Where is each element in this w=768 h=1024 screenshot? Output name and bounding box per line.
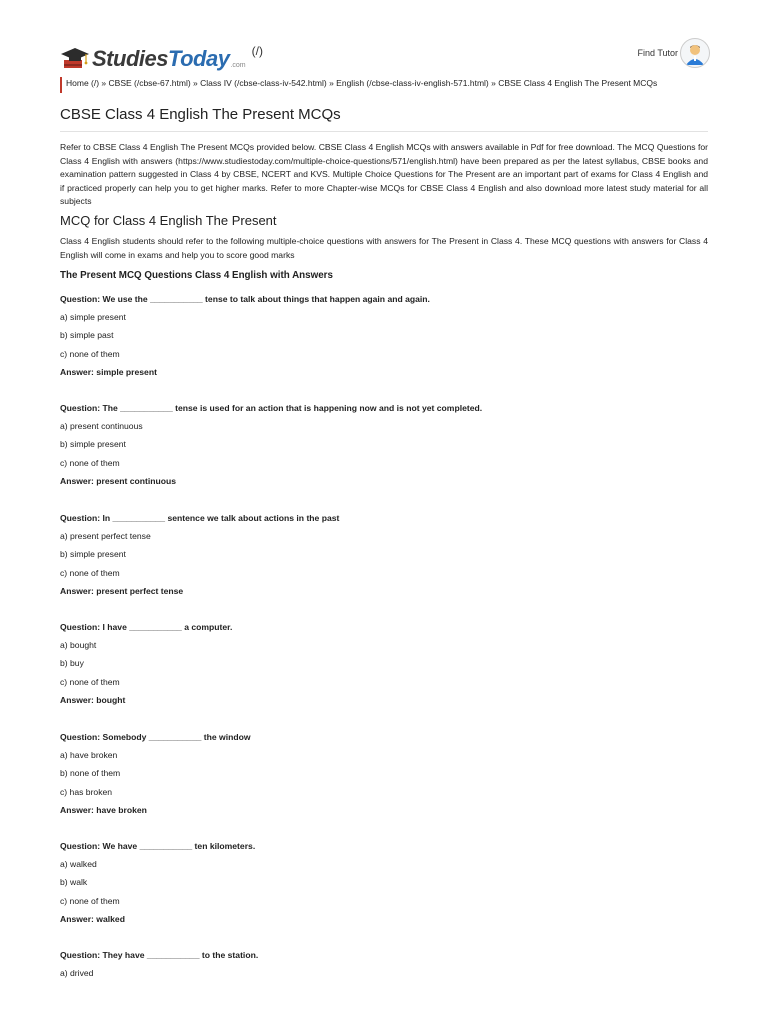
question-text: Question: I have ___________ a computer.	[60, 622, 233, 632]
graduation-cap-icon	[60, 44, 90, 72]
question-block	[60, 290, 708, 381]
questions-subheading: The Present MCQ Questions Class 4 English with Answers	[60, 270, 333, 281]
question-text: Question: They have ___________ to the station.	[60, 950, 259, 960]
option-a: a) simple present	[60, 312, 126, 322]
option-a: a) bought	[60, 640, 97, 650]
question-block	[60, 618, 708, 709]
site-logo[interactable]	[60, 38, 263, 72]
logo-domain-suffix: .com	[230, 62, 246, 69]
answer-text: Answer: have broken	[60, 805, 147, 816]
question-text: Question: In ___________ sentence we talk about actions in the past	[60, 513, 340, 523]
option-c: c) none of them	[60, 567, 120, 578]
question-block	[60, 509, 708, 600]
logo-wordmark	[92, 46, 229, 72]
answer-text: Answer: walked	[60, 914, 125, 925]
option-a: a) drived	[60, 968, 94, 978]
option-b: b) simple present	[60, 439, 126, 450]
find-tutor-link[interactable]: Find Tutor	[637, 48, 678, 58]
option-c: c) has broken	[60, 786, 113, 797]
section-heading: MCQ for Class 4 English The Present	[60, 213, 277, 228]
question-block	[60, 837, 708, 928]
logo-word-studies: Studies	[92, 46, 168, 71]
question-text: Question: We have ___________ ten kilometers.	[60, 841, 256, 851]
intro-paragraph: Refer to CBSE Class 4 English The Present MCQs provided below. CBSE Class 4 English MCQs with answers available in Pdf for free download. The MCQ Questions for Class 4 English with answers (https://www.studiestoday.com/multiple-choice-questions/571/english.html) have been prepared as per the latest syllabus, CBSE books and examination pattern suggested in Class 4 by CBSE, NCERT and KVS. Multiple Choice Questions for The Present are an important part of exams for Class 4 English and if practiced properly can help you to get higher marks. Refer to more Chapter-wise MCQs for CBSE Class 4 English and also download more latest study material for all subjects	[60, 142, 708, 207]
breadcrumb[interactable]: Home (/) » CBSE (/cbse-67.html) » Class IV (/cbse-class-iv-542.html) » English (/cbse-class-iv-english-571.html) » CBSE Class 4 English The Present MCQs	[60, 77, 716, 93]
question-text: Question: Somebody ___________ the window	[60, 732, 251, 742]
question-block	[60, 728, 708, 819]
option-c: c) none of them	[60, 348, 120, 359]
option-b: b) simple past	[60, 330, 114, 341]
question-block	[60, 399, 708, 490]
question-text: Question: The ___________ tense is used for an action that is happening now and is not yet completed.	[60, 403, 483, 413]
home-link[interactable]: (/)	[251, 44, 263, 58]
answer-text: Answer: present perfect tense	[60, 586, 184, 597]
option-b: b) none of them	[60, 768, 121, 779]
option-a: a) walked	[60, 859, 97, 869]
option-b: b) simple present	[60, 549, 126, 560]
section-lead-paragraph: Class 4 English students should refer to the following multiple-choice questions with answers for The Present in Class 4. These MCQ questions with answers for Class 4 English will come in exams and help you to score good marks	[60, 236, 708, 260]
answer-text: Answer: simple present	[60, 367, 157, 378]
answer-text: Answer: bought	[60, 695, 126, 706]
option-b: b) buy	[60, 658, 84, 669]
answer-text: Answer: present continuous	[60, 476, 177, 487]
question-block	[60, 946, 708, 982]
option-a: a) present perfect tense	[60, 531, 151, 541]
option-b: b) walk	[60, 877, 88, 888]
option-a: a) present continuous	[60, 421, 143, 431]
site-header	[60, 38, 710, 74]
question-text: Question: We use the ___________ tense to talk about things that happen again and again.	[60, 294, 430, 304]
option-c: c) none of them	[60, 457, 120, 468]
option-a: a) have broken	[60, 750, 118, 760]
tutor-avatar-icon[interactable]	[680, 38, 710, 68]
logo-word-today: Today	[167, 46, 230, 71]
option-c: c) none of them	[60, 895, 120, 906]
page-title: CBSE Class 4 English The Present MCQs	[60, 106, 708, 132]
option-c: c) none of them	[60, 676, 120, 687]
